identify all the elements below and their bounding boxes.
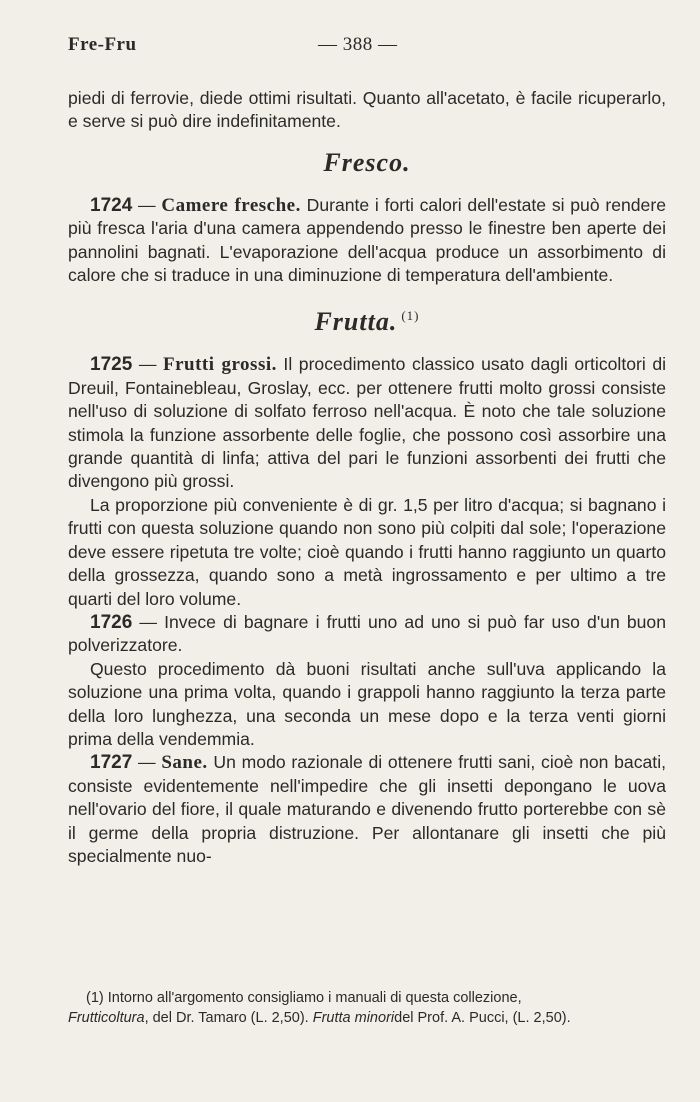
running-header [68, 34, 666, 58]
footnote-book-title-1: Frutticoltura [68, 1010, 145, 1026]
continuation-paragraph: piedi di ferrovie, diede ottimi risultati. Quanto all'acetato, è facile ricuperarlo, e serve si può dire indefinitamente. [68, 88, 666, 132]
entry-dash: — [132, 752, 162, 773]
section-title-fresco [68, 148, 666, 178]
entry-dash: — [132, 194, 162, 215]
entry-number: 1724 [90, 194, 133, 216]
entry-number: 1725 [90, 354, 133, 376]
page-body [68, 87, 666, 868]
entry-text: Un modo razionale di ottenere frutti sani, cioè non bacati, consiste evidentemente nell'impedire che gli insetti depongano le uova nell'ovario del fiore, il quale maturando e divenendo frutto porterebbe con sè il germe della propria distruzione. Per allontanare gli insetti che più specialmente nuo- [68, 752, 666, 866]
entry-dash: — [132, 354, 163, 375]
entry-text: Invece di bagnare i frutti uno ad uno si può far uso d'un buon polverizzatore. [68, 611, 667, 656]
footnote-book-title-2: Frutta minori [312, 1010, 395, 1026]
footnote-text [68, 988, 666, 1008]
section-title-frutta [68, 301, 666, 337]
footnote-mid-1: , del Dr. Tamaro (L. 2,50). [144, 1010, 313, 1026]
entry-1725 [68, 353, 666, 493]
entry-1727 [68, 751, 666, 868]
footnote-lead: Intorno all'argomento consigliamo i manuali di questa collezione, [103, 990, 522, 1006]
section-title-fresco-text: Fresco. [323, 147, 411, 177]
entry-heading: Camere fresche. [161, 194, 301, 216]
page-number: — 388 — [318, 34, 398, 55]
footnote-mid-2: del Prof. A. Pucci, (L. 2,50). [394, 1010, 571, 1026]
entry-number: 1726 [90, 611, 133, 633]
section-title-frutta-text: Frutta. [314, 307, 398, 337]
entry-1724 [68, 194, 666, 288]
entry-dash: — [132, 611, 165, 632]
running-title: Fre-Fru [68, 34, 137, 55]
entry-text: Il procedimento classico usato dagli orticoltori di Dreuil, Fontainebleau, Groslay, ecc. per ottenere frutti molto grossi consiste nell'uso di soluzione di solfato ferroso nell'acqua. È noto che tale soluzione stimola la funzione assorbente delle foglie, che possono così assorbire una grande quantità di linfa; attiva del pari le funzioni assorbenti dei frutti che divengono più grossi. [68, 354, 667, 492]
entry-1726 [68, 611, 666, 658]
entry-1726-paragraph-2: Questo procedimento dà buoni risultati anche sull'uva applicando la soluzione una prima volta, quando i grappoli hanno raggiunto la terza parte della loro lunghezza, una seconda un mese dopo e la terza venti giorni prima della vendemmia. [68, 658, 666, 749]
entry-heading: Frutti grossi. [163, 354, 277, 376]
footnote [68, 988, 666, 1028]
entry-text: Durante i forti calori dell'estate si può rendere più fresca l'aria d'una camera appendendo presso le finestre ben aperte dei pannolini bagnati. L'evaporazione dell'acqua produce un assorbimento di calore che si traduce in una diminuzione di temperatura dell'ambiente. [68, 194, 666, 286]
entry-1725-paragraph-2: La proporzione più conveniente è di gr. 1,5 per litro d'acqua; si bagnano i frutti con questa soluzione quando non sono più colpiti dal sole; l'operazione deve essere ripetuta tre volte; cioè quando i frutti hanno raggiunto un quarto della grossezza, quando sono a metà ingrossamento e per ultimo a tre quarti del loro volume. [68, 494, 666, 609]
footnote-reference: (1) [401, 308, 420, 324]
footnote-mark: (1) [86, 990, 104, 1006]
entry-number: 1727 [90, 752, 133, 774]
entry-heading: Sane. [161, 752, 208, 774]
footnote-continuation [68, 1008, 666, 1028]
